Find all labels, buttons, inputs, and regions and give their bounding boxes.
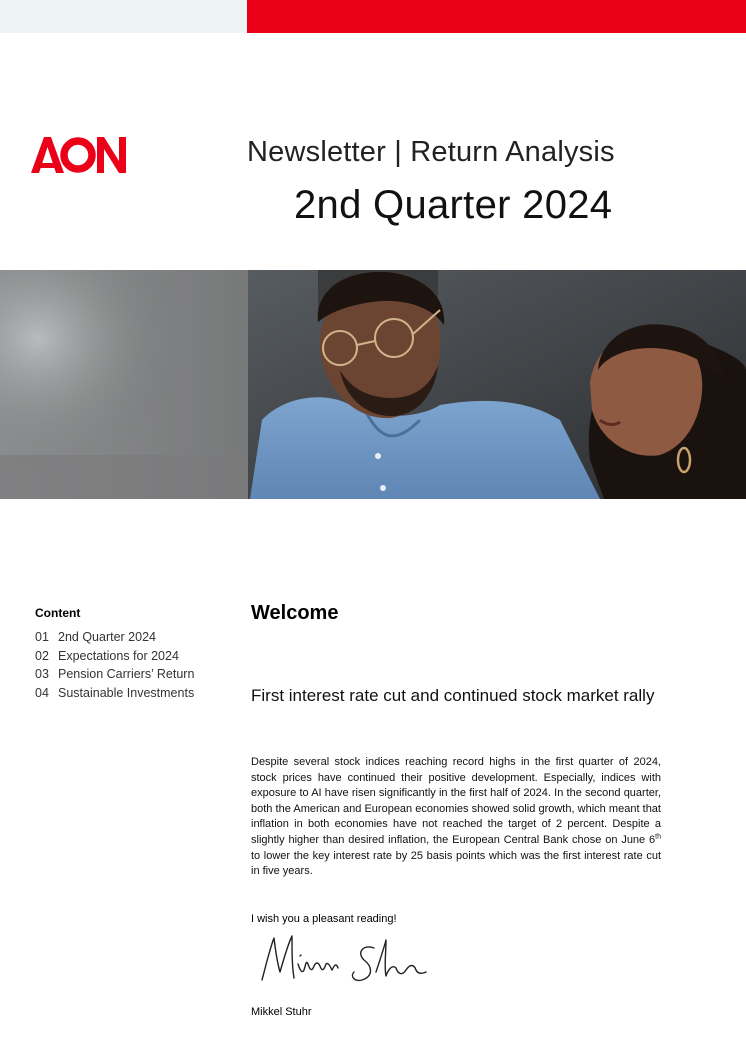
hero-photo: [0, 270, 746, 499]
toc-item-label: 2nd Quarter 2024: [58, 630, 156, 644]
toc-item-label: Sustainable Investments: [58, 685, 195, 700]
toc-item-label: Expectations for 2024: [58, 648, 179, 663]
body-text-end: to lower the key interest rate by 25 basis points which was the first interest rate cut in five years.: [251, 849, 661, 878]
toc-item-number: 01: [35, 630, 49, 644]
lead-heading: First interest rate cut and continued stock market rally: [251, 686, 655, 705]
body-text-main: Despite several stock indices reaching record highs in the first quarter of 2024, stock prices have continued their positive development. Especially, indices with exposure to AI have risen significantly in the first half of 2024. In the second quarter, both the American and European economies showed solid growth, which meant that inflation in both economies have not reached the target of 2 percent. Despite a slightly higher than desired inflation, the European Central Bank chose on June 6: [251, 756, 661, 846]
body-paragraph: [251, 755, 661, 880]
toc-list: [35, 628, 194, 702]
toc-item[interactable]: [35, 628, 194, 647]
signer-name: Mikkel Stuhr: [251, 1006, 312, 1018]
toc-heading: Content: [35, 606, 81, 620]
ordinal-suffix: th: [655, 833, 661, 841]
newsletter-subtitle: Newsletter | Return Analysis: [247, 136, 615, 168]
toc-item[interactable]: [35, 647, 194, 666]
handwritten-signature: [256, 930, 446, 990]
header-band-light: [0, 0, 247, 33]
closing-line: I wish you a pleasant reading!: [251, 913, 397, 925]
toc-item[interactable]: [35, 665, 194, 684]
toc-item-number: 04: [35, 685, 49, 700]
toc-item-number: 02: [35, 648, 49, 663]
toc-item-number: 03: [35, 667, 49, 681]
header-band-red: [247, 0, 746, 33]
toc-item[interactable]: [35, 684, 194, 703]
page-title: 2nd Quarter 2024: [294, 183, 613, 227]
toc-item-label: Pension Carriers’ Return: [58, 667, 195, 681]
aon-logo: [31, 135, 127, 175]
welcome-heading: Welcome: [251, 602, 339, 624]
